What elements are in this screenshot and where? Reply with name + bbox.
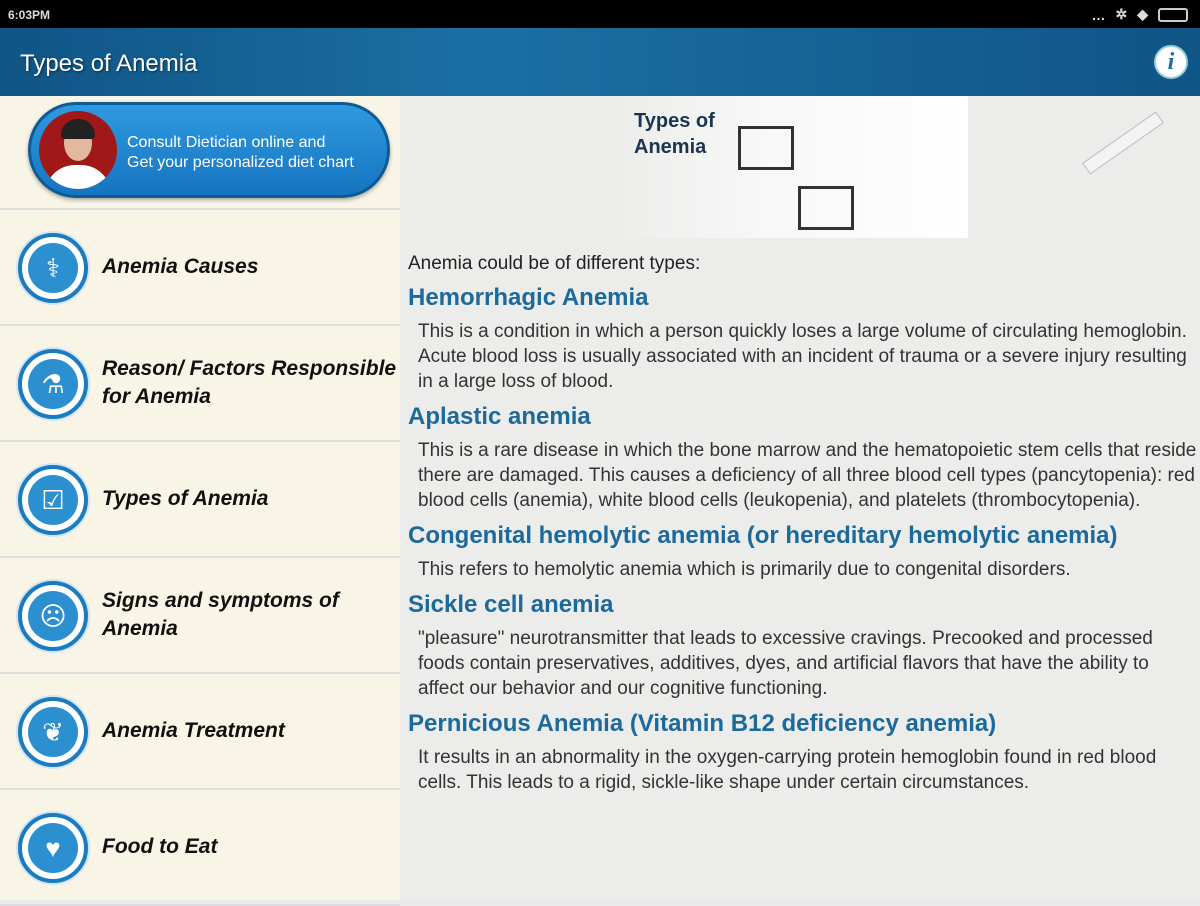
wifi-icon: ◆	[1137, 6, 1148, 22]
section-body: This refers to hemolytic anemia which is primarily due to congenital disorders.	[418, 559, 1071, 580]
intro-text: Anemia could be of different types:	[408, 253, 701, 274]
section-heading: Hemorrhagic Anemia	[408, 284, 649, 311]
content-pane	[400, 96, 1200, 900]
section-heading: Sickle cell anemia	[408, 591, 614, 618]
sidebar-item-label: Food to Eat	[102, 835, 218, 858]
sidebar-item-treatment[interactable]	[0, 674, 400, 790]
clipboard-icon: ☑	[18, 465, 88, 535]
sidebar-item-label: Anemia Treatment	[102, 719, 285, 742]
patient-icon: ☹	[18, 581, 88, 651]
sidebar-item-label: Reason/ Factors Responsible for Anemia	[102, 357, 397, 408]
fruit-icon: ♥	[18, 813, 88, 883]
sidebar-item-anemia-causes[interactable]	[0, 210, 400, 326]
section-body: This is a condition in which a person quickly loses a large volume of circulating hemoglobin. Acute blood loss is usually associated with an incident of trauma or a severe injury resulting in a large loss of blood.	[418, 321, 1187, 392]
section-heading: Pernicious Anemia (Vitamin B12 deficiency anemia)	[408, 710, 997, 737]
sidebar-item-reason-factors[interactable]	[0, 326, 400, 442]
sidebar-item-label: Signs and symptoms of Anemia	[102, 589, 339, 640]
banner-line1: Consult Dietician online and	[127, 134, 326, 151]
page-title: Types of Anemia	[20, 50, 198, 77]
sidebar-item-signs-symptoms[interactable]	[0, 558, 400, 674]
doctor-icon: ⚕	[18, 233, 88, 303]
sync-icon: ✲	[1115, 6, 1128, 22]
checkbox-illustration	[798, 186, 854, 230]
hero-title: Types of Anemia	[634, 110, 715, 158]
checkbox-illustration	[738, 126, 794, 170]
status-icons	[1091, 6, 1188, 23]
consult-dietician-button[interactable]	[28, 102, 390, 198]
app-header	[0, 28, 1200, 96]
section-heading: Aplastic anemia	[408, 403, 591, 430]
test-tube-icon: ⚗	[18, 349, 88, 419]
dietician-avatar	[39, 111, 117, 189]
sidebar-item-label: Anemia Causes	[102, 255, 259, 278]
status-time: 6:03PM	[8, 8, 51, 22]
signal-icon: …	[1091, 6, 1106, 23]
banner-line2: Get your personalized diet chart	[127, 154, 354, 171]
section-body: It results in an abnormality in the oxygen-carrying protein hemoglobin found in red blood cells. This leads to a rigid, sickle-like shape under certain circumstances.	[418, 747, 1157, 793]
section-heading: Congenital hemolytic anemia (or hereditary hemolytic anemia)	[408, 522, 1118, 549]
sidebar	[0, 96, 400, 900]
info-icon[interactable]: i	[1154, 45, 1188, 79]
sidebar-item-label: Types of Anemia	[102, 487, 269, 510]
hero-image	[408, 96, 1200, 241]
section-body: This is a rare disease in which the bone marrow and the hematopoietic stem cells that reside there are damaged. This causes a deficiency of all three blood cell types (pancytopenia): red blood cells (anemia), white blood cells (leukopenia), and platelets (thrombocytopenia).	[418, 440, 1197, 511]
leaf-icon: ❦	[18, 697, 88, 767]
status-bar	[0, 0, 1200, 28]
battery-icon	[1158, 8, 1188, 22]
section-body: "pleasure" neurotransmitter that leads to excessive cravings. Precooked and processed foods contain preservatives, additives, dyes, and artificial flavors that have the ability to affect our behavior and our cognitive functioning.	[418, 628, 1153, 699]
sidebar-item-types-of-anemia[interactable]	[0, 442, 400, 558]
dietician-banner	[0, 96, 400, 210]
sidebar-item-food-to-eat[interactable]	[0, 790, 400, 906]
pen-illustration	[1082, 111, 1164, 174]
